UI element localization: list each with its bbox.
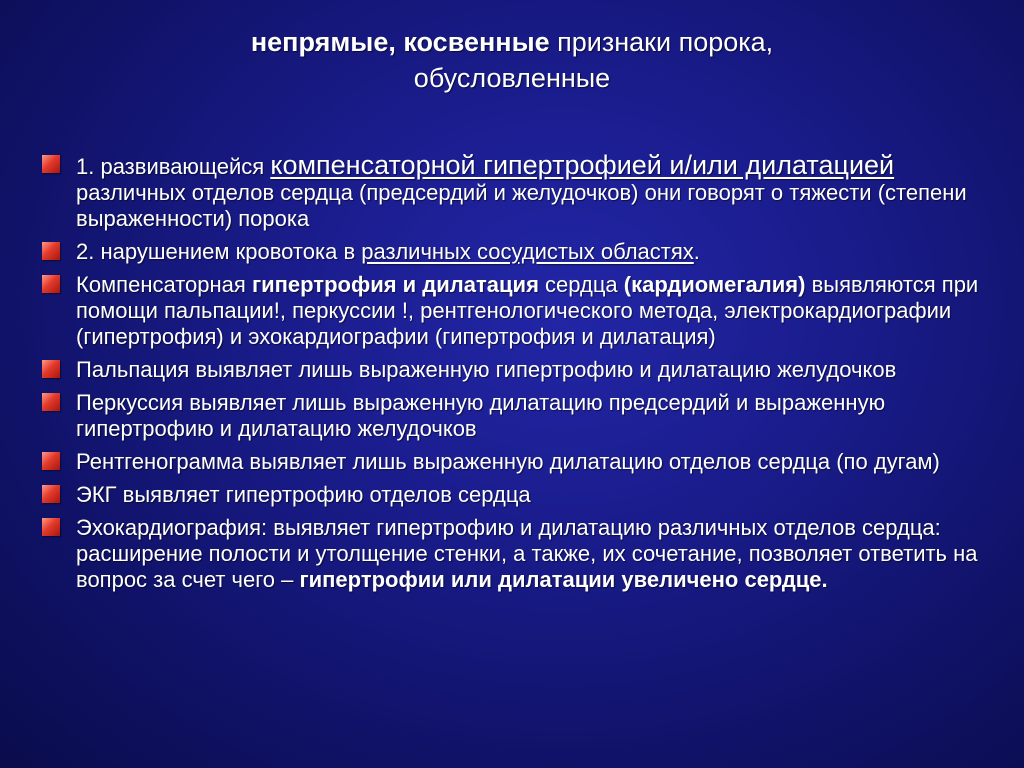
square-bullet-icon: [42, 242, 60, 260]
item-text: Рентгенограмма выявляет лишь выраженную дилатацию отделов сердца (по дугам): [76, 449, 940, 474]
item-underlined-text: различных сосудистых областях: [361, 239, 694, 264]
item-text: Перкуссия выявляет лишь выраженную дилатацию предсердий и выраженную гипертрофию и дилатацию желудочков: [76, 390, 886, 441]
square-bullet-icon: [42, 393, 60, 411]
square-bullet-icon: [42, 360, 60, 378]
item-text: 2. нарушением кровотока в: [76, 239, 362, 264]
square-bullet-icon: [42, 518, 60, 536]
item-bold-text: (кардиомегалия): [623, 272, 806, 297]
list-item: [40, 357, 1000, 383]
list-item: [40, 272, 1000, 350]
list-item: [40, 152, 1000, 232]
square-bullet-icon: [42, 275, 60, 293]
item-text: выявляются при помощи пальпации!, перкуссии !, рентгенологического метода, электрокардиографии (гипертрофия) и эхокардиографии (гипертрофия и дилатация): [76, 272, 979, 349]
list-item: [40, 482, 1000, 508]
title-bold-part: непрямые, косвенные: [250, 27, 550, 57]
list-item: [40, 515, 1000, 593]
item-bold-text: гипертрофия и дилатация: [251, 272, 539, 297]
slide-title: [0, 24, 1024, 96]
list-item: [40, 449, 1000, 475]
square-bullet-icon: [42, 485, 60, 503]
item-text: Эхокардиография: выявляет гипертрофию и дилатацию различных отделов сердца: расширение полости и утолщение стенки, а также, их сочетание, позволяет ответить на вопрос за счет чего –: [76, 515, 978, 592]
item-text: ЭКГ выявляет гипертрофию отделов сердца: [76, 482, 531, 507]
square-bullet-icon: [42, 155, 60, 173]
title-line2: обусловленные: [413, 63, 611, 93]
item-text: Компенсаторная: [76, 272, 252, 297]
title-rest-line1: признаки порока,: [549, 27, 774, 57]
item-text: сердца: [538, 272, 624, 297]
item-text: различных отделов сердца (предсердий и желудочков) они говорят о тяжести (степени выраженности) порока: [76, 180, 967, 231]
list-item: [40, 390, 1000, 442]
item-text: Пальпация выявляет лишь выраженную гипертрофию и дилатацию желудочков: [76, 357, 897, 382]
item-text: .: [693, 239, 700, 264]
item-text: 1. развивающейся: [76, 154, 271, 179]
square-bullet-icon: [42, 452, 60, 470]
bullet-list: [40, 152, 1000, 600]
list-item: [40, 239, 1000, 265]
item-bold-text: гипертрофии или дилатации увеличено сердце.: [299, 567, 828, 592]
item-underlined-text: компенсаторной гипертрофией и/или дилатацией: [270, 150, 895, 180]
